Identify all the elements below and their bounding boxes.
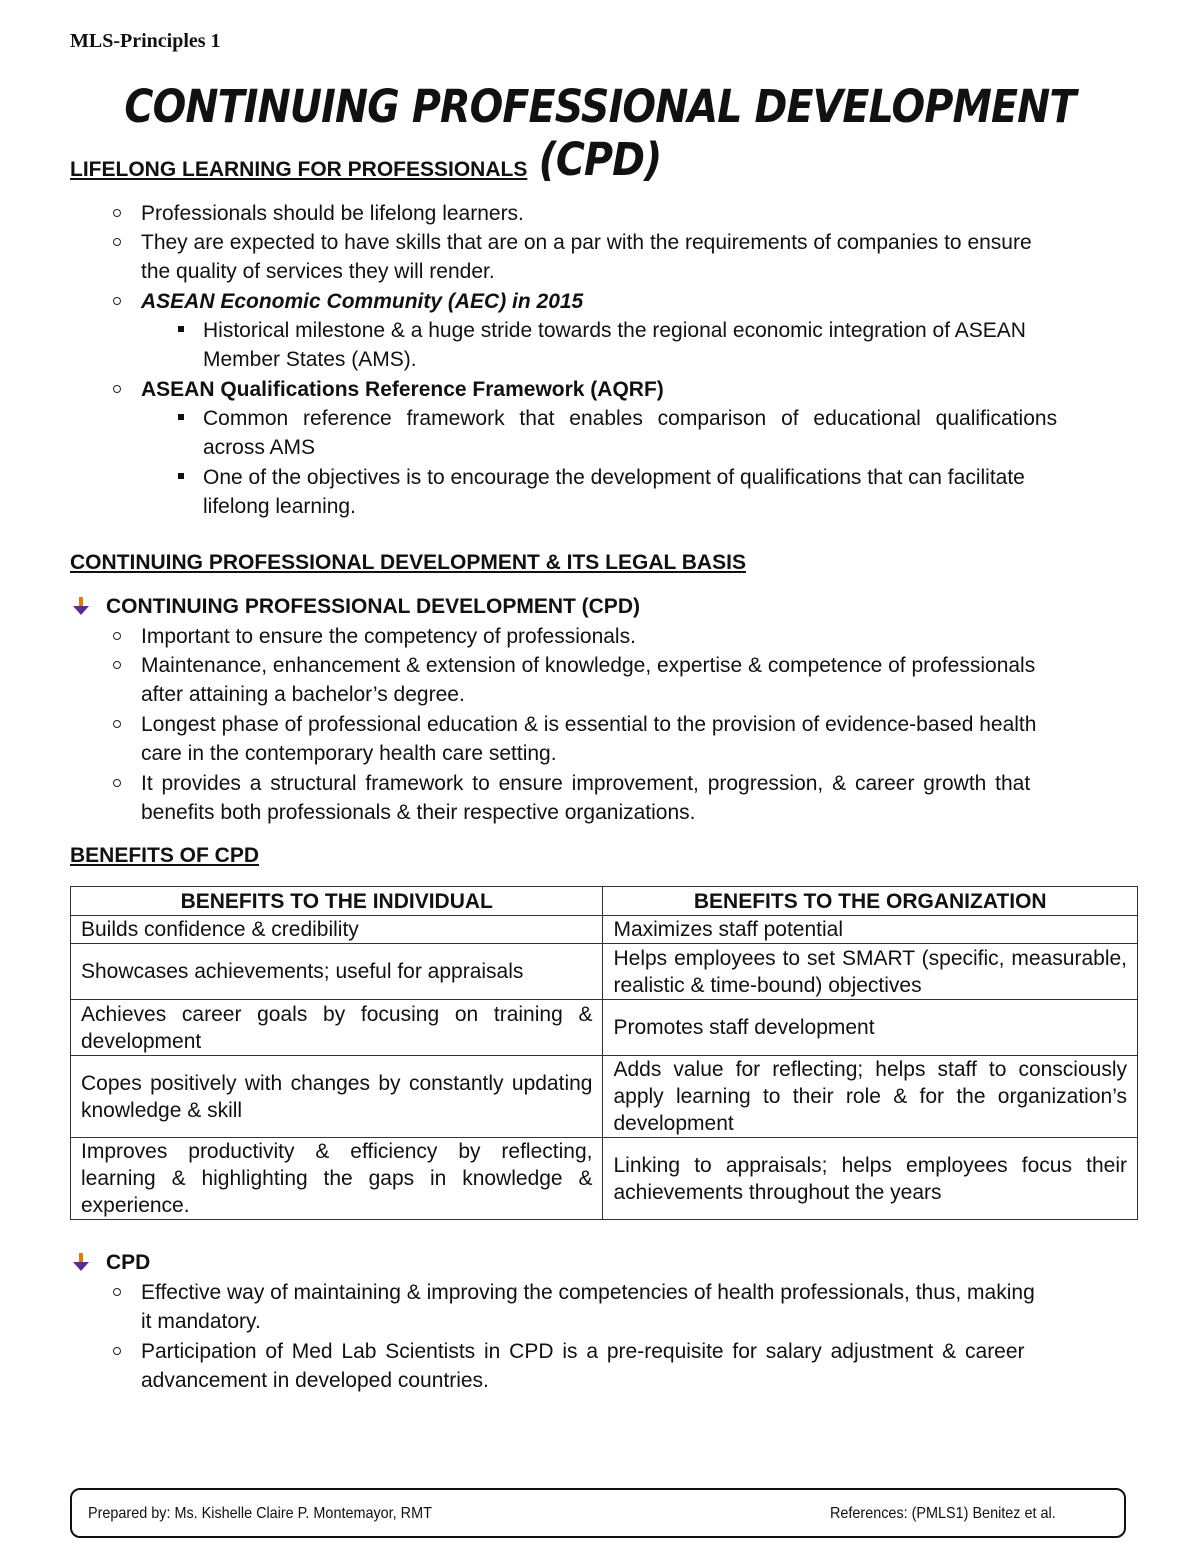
table-cell: Maximizes staff potential	[603, 916, 1138, 944]
section-heading-cpd-legal-basis: CONTINUING PROFESSIONAL DEVELOPMENT & ITS LEGAL BASIS	[70, 551, 746, 574]
table-cell: Copes positively with changes by constantly updating knowledge & skill	[71, 1056, 603, 1138]
table-cell: Showcases achievements; useful for appraisals	[71, 944, 603, 1000]
square-bullet-icon	[178, 414, 184, 420]
sub-bullet-text: One of the objectives is to encourage the development of qualifications that can facilitate	[203, 466, 1025, 489]
bullet-text: care in the contemporary health care setting.	[141, 742, 557, 765]
arrow-down-icon	[70, 595, 92, 617]
bullet-text: advancement in developed countries.	[141, 1369, 489, 1392]
table-row	[71, 916, 1138, 944]
sub-bullet-text: Common reference framework that enables comparison of educational qualifications	[203, 407, 1058, 430]
circle-bullet-icon	[113, 1288, 121, 1296]
sub-bullet-text: Member States (AMS).	[203, 348, 417, 371]
page-title: CONTINUING PROFESSIONAL DEVELOPMENT (CPD)	[124, 80, 1076, 186]
benefits-table	[70, 886, 1138, 1220]
bullet-text: Participation of Med Lab Scientists in CPD is a pre-requisite for salary adjustment & career	[141, 1340, 1025, 1363]
column-header-organization: BENEFITS TO THE ORGANIZATION	[603, 887, 1138, 916]
arrow-down-icon	[70, 1251, 92, 1273]
column-header-individual: BENEFITS TO THE INDIVIDUAL	[71, 887, 603, 916]
bullet-text: It provides a structural framework to ensure improvement, progression, & career growth that	[141, 772, 1031, 795]
square-bullet-icon	[178, 473, 184, 479]
footer-prepared-by: Prepared by: Ms. Kishelle Claire P. Montemayor, RMT	[88, 1505, 432, 1522]
table-cell: Builds confidence & credibility	[71, 916, 603, 944]
bullet-text: Important to ensure the competency of professionals.	[141, 625, 636, 648]
bullet-text-aec: ASEAN Economic Community (AEC) in 2015	[141, 290, 584, 313]
table-cell: Adds value for reflecting; helps staff to consciously apply learning to their role & for the organization’s development	[603, 1056, 1138, 1138]
bullet-text: Professionals should be lifelong learners.	[141, 202, 524, 225]
bullet-text: it mandatory.	[141, 1310, 261, 1333]
bullet-text: the quality of services they will render.	[141, 260, 495, 283]
table-cell: Improves productivity & efficiency by reflecting, learning & highlighting the gaps in knowledge & experience.	[71, 1138, 603, 1220]
square-bullet-icon	[178, 326, 184, 332]
section-heading-lifelong-learning: LIFELONG LEARNING FOR PROFESSIONALS	[70, 158, 528, 181]
course-header: MLS-Principles 1	[70, 30, 221, 52]
sub-bullet-text: Historical milestone & a huge stride towards the regional economic integration of ASEAN	[203, 319, 1026, 342]
circle-bullet-icon	[113, 297, 121, 305]
footer-references: References: (PMLS1) Benitez et al.	[830, 1505, 1056, 1522]
circle-bullet-icon	[113, 632, 121, 640]
bullet-text: after attaining a bachelor’s degree.	[141, 683, 465, 706]
section-heading-benefits: BENEFITS OF CPD	[70, 844, 260, 867]
circle-bullet-icon	[113, 209, 121, 217]
table-row	[71, 1138, 1138, 1220]
bullet-text-aqrf: ASEAN Qualifications Reference Framework (AQRF)	[141, 378, 664, 401]
sub-bullet-text: across AMS	[203, 436, 316, 459]
bullet-text: benefits both professionals & their respective organizations.	[141, 801, 696, 824]
cpd-heading: CONTINUING PROFESSIONAL DEVELOPMENT (CPD)	[106, 595, 640, 618]
table-cell: Linking to appraisals; helps employees focus their achievements throughout the years	[603, 1138, 1138, 1220]
bullet-text: Longest phase of professional education & is essential to the provision of evidence-based health	[141, 713, 1037, 736]
circle-bullet-icon	[113, 1347, 121, 1355]
table-row	[71, 1056, 1138, 1138]
table-row	[71, 944, 1138, 1000]
table-cell: Promotes staff development	[603, 1000, 1138, 1056]
cpd-heading-2: CPD	[106, 1251, 151, 1274]
bullet-text: Effective way of maintaining & improving the competencies of health professionals, thus, making	[141, 1281, 1035, 1304]
sub-bullet-text: lifelong learning.	[203, 495, 356, 518]
circle-bullet-icon	[113, 720, 121, 728]
table-cell: Helps employees to set SMART (specific, measurable, realistic & time-bound) objectives	[603, 944, 1138, 1000]
table-row	[71, 1000, 1138, 1056]
circle-bullet-icon	[113, 385, 121, 393]
bullet-text: They are expected to have skills that are on a par with the requirements of companies to ensure	[141, 231, 1032, 254]
circle-bullet-icon	[113, 661, 121, 669]
bullet-text: Maintenance, enhancement & extension of knowledge, expertise & competence of professionals	[141, 654, 1036, 677]
circle-bullet-icon	[113, 779, 121, 787]
table-header-row	[71, 887, 1138, 916]
circle-bullet-icon	[113, 238, 121, 246]
table-cell: Achieves career goals by focusing on training & development	[71, 1000, 603, 1056]
